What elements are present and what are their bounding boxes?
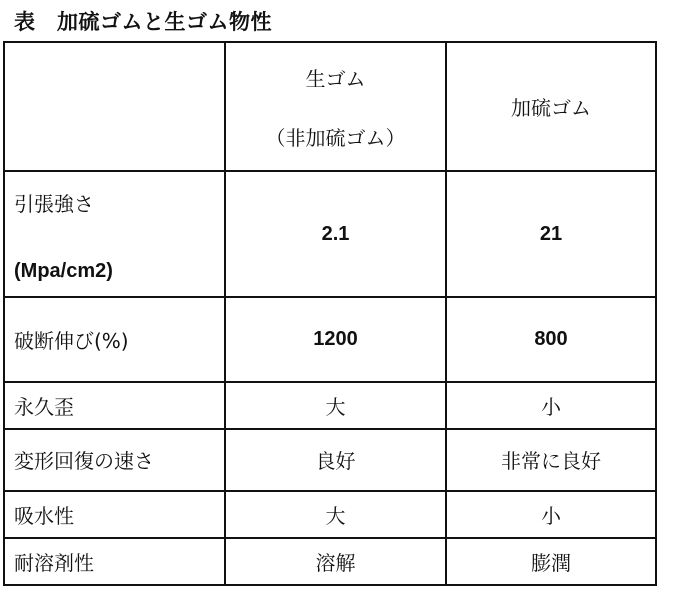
row-label-unit: (Mpa/cm2) <box>14 259 113 282</box>
header-vulcanized-rubber: 加硫ゴム <box>446 42 656 171</box>
raw-rubber-value: 大 <box>225 382 446 429</box>
header-raw-rubber-title: 生ゴム <box>305 66 366 91</box>
rubber-properties-table <box>3 41 657 586</box>
raw-rubber-value: 2.1 <box>225 171 446 297</box>
row-label: 引張強さ <box>14 191 94 216</box>
header-empty-cell <box>4 42 225 171</box>
table-row <box>4 538 656 585</box>
vulcanized-rubber-value: 非常に良好 <box>446 429 656 491</box>
row-label-elongation: 破断伸び(%) <box>4 297 225 381</box>
table-caption: 表 加硫ゴムと生ゴム物性 <box>14 10 272 34</box>
row-label-recovery-speed: 変形回復の速さ <box>4 429 225 491</box>
raw-rubber-value: 溶解 <box>225 538 446 585</box>
table-row <box>4 429 656 491</box>
raw-rubber-value: 1200 <box>225 297 446 381</box>
vulcanized-rubber-value: 膨潤 <box>446 538 656 585</box>
header-raw-rubber <box>225 42 446 171</box>
table-row <box>4 491 656 538</box>
table-row <box>4 171 656 297</box>
row-label-permanent-set: 永久歪 <box>4 382 225 429</box>
row-label-water-absorption: 吸水性 <box>4 491 225 538</box>
table-row <box>4 297 656 381</box>
vulcanized-rubber-value: 21 <box>446 171 656 297</box>
raw-rubber-value: 良好 <box>225 429 446 491</box>
vulcanized-rubber-value: 800 <box>446 297 656 381</box>
table-row <box>4 382 656 429</box>
vulcanized-rubber-value: 小 <box>446 382 656 429</box>
header-raw-rubber-subtitle: （非加硫ゴム） <box>265 125 406 150</box>
vulcanized-rubber-value: 小 <box>446 491 656 538</box>
header-row <box>4 42 656 171</box>
row-label-solvent-resistance: 耐溶剤性 <box>4 538 225 585</box>
raw-rubber-value: 大 <box>225 491 446 538</box>
row-label-tensile-strength <box>4 171 225 297</box>
